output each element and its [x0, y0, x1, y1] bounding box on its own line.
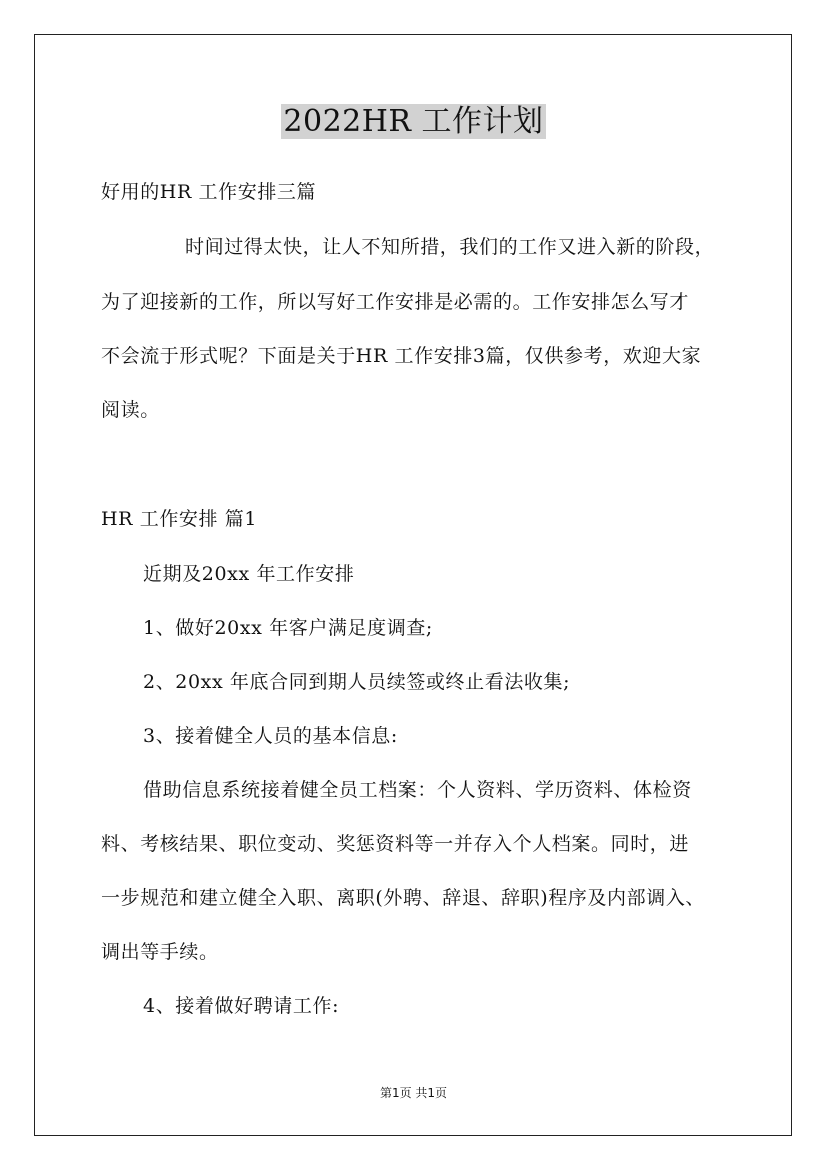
paragraph-line-1: 借助信息系统接着健全员工档案：个人资料、学历资料、体检资 — [143, 779, 692, 801]
list-item-4: 4、接着做好聘请工作: — [143, 995, 340, 1017]
document-title-text: 2022HR 工作计划 — [283, 104, 544, 139]
paragraph-line-2: 料、考核结果、职位变动、奖惩资料等一并存入个人档案。同时，进 — [101, 833, 690, 855]
intro-line-3: 不会流于形式呢？下面是关于HR 工作安排3篇，仅供参考，欢迎大家 — [101, 345, 702, 367]
document-subtitle: 好用的HR 工作安排三篇 — [101, 181, 317, 203]
intro-line-2: 为了迎接新的工作，所以写好工作安排是必需的。工作安排怎么写才 — [101, 291, 690, 313]
paragraph-line-3: 一步规范和建立健全入职、离职(外聘、辞退、辞职)程序及内部调入、 — [101, 887, 706, 909]
intro-line-1: 时间过得太快，让人不知所措，我们的工作又进入新的阶段， — [185, 236, 715, 258]
paragraph-line-4: 调出等手续。 — [101, 941, 219, 963]
list-item-3: 3、接着健全人员的基本信息: — [143, 725, 398, 747]
list-item-2: 2、20xx 年底合同到期人员续签或终止看法收集; — [143, 671, 571, 693]
intro-line-4: 阅读。 — [101, 399, 160, 421]
plan-heading: 近期及20xx 年工作安排 — [143, 563, 355, 585]
section-heading: HR 工作安排 篇1 — [101, 508, 258, 530]
document-title — [0, 102, 827, 142]
list-item-1: 1、做好20xx 年客户满足度调查; — [143, 617, 433, 639]
page-footer: 第1页 共1页 — [379, 1086, 448, 1100]
